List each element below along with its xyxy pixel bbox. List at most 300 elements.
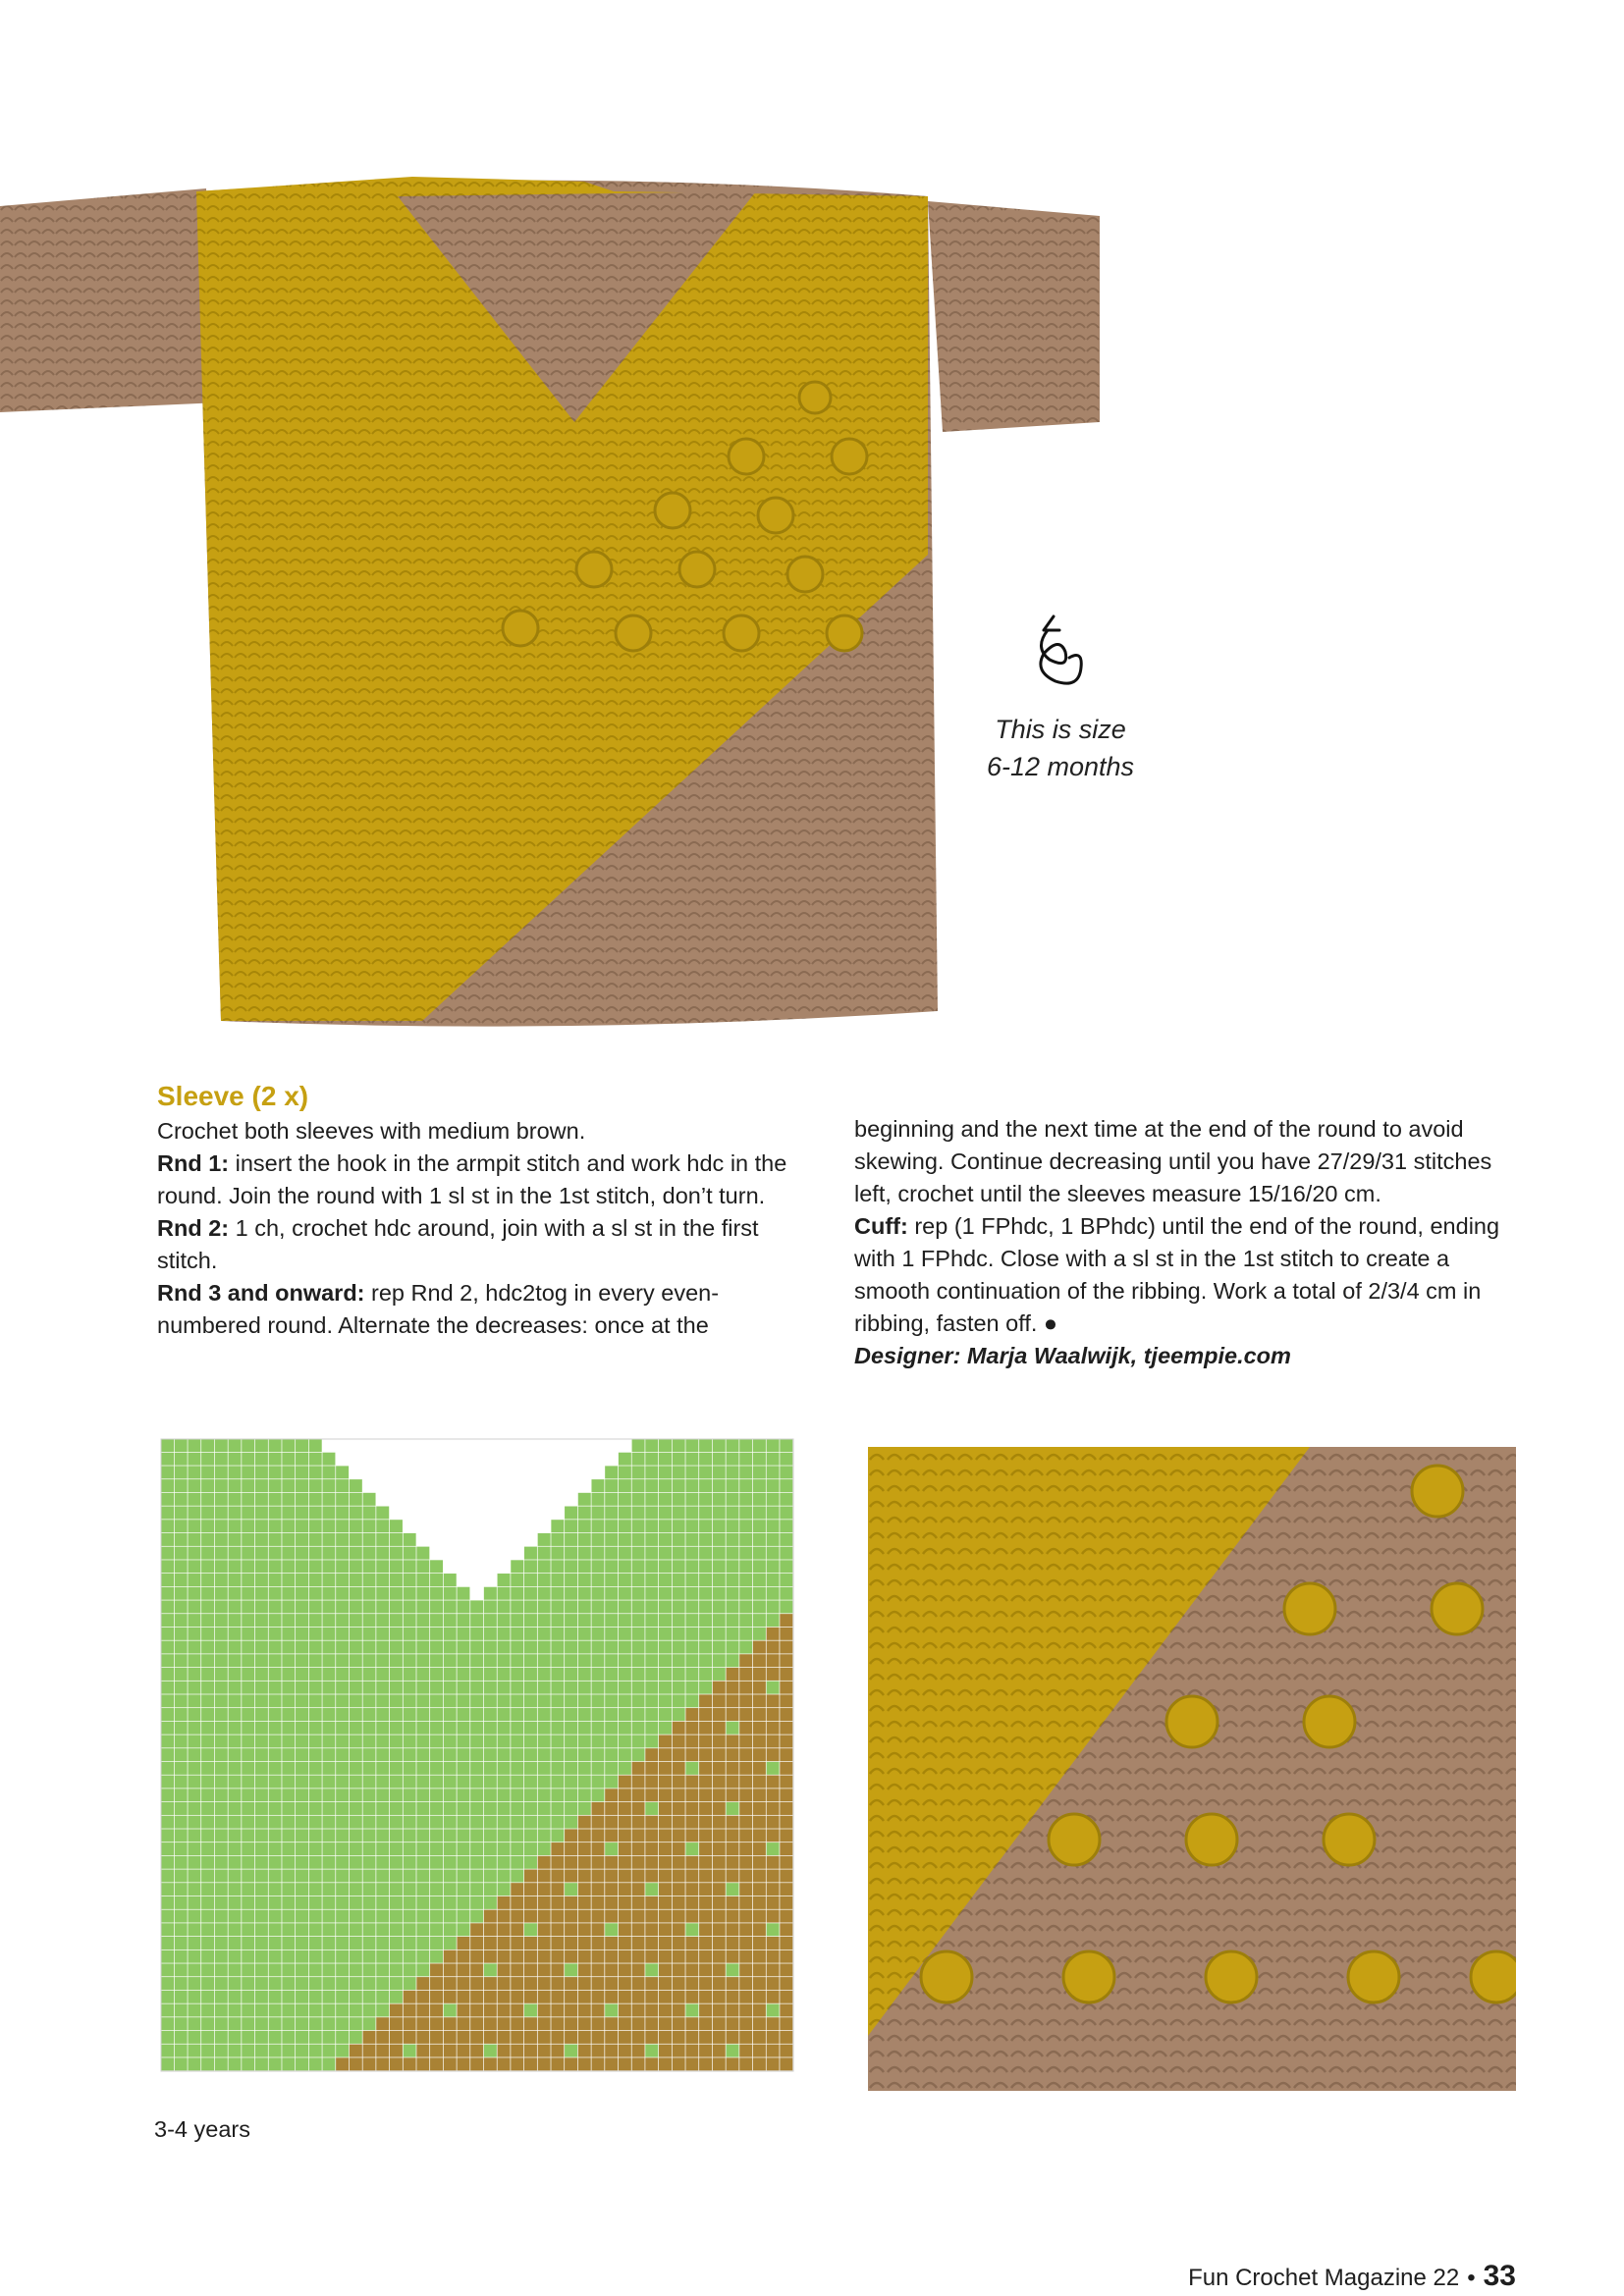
chart-cell <box>511 1842 523 1855</box>
chart-cell <box>551 1869 564 1882</box>
chart-cell <box>390 1776 403 1789</box>
chart-cell <box>444 1600 457 1613</box>
chart-cell <box>739 1600 752 1613</box>
chart-cell <box>659 1466 672 1478</box>
chart-cell <box>161 1789 174 1801</box>
chart-cell <box>699 1614 712 1627</box>
chart-cell <box>229 1628 242 1640</box>
chart-cell <box>498 1439 511 1452</box>
chart-cell <box>322 1466 335 1478</box>
chart-cell <box>591 1560 604 1573</box>
chart-cell <box>605 1842 618 1855</box>
chart-cell <box>739 2003 752 2016</box>
chart-cell <box>322 1694 335 1707</box>
chart-cell <box>484 1842 497 1855</box>
chart-cell <box>753 1937 766 1949</box>
chart-cell <box>470 2057 483 2070</box>
chart-cell <box>444 1722 457 1735</box>
chart-cell <box>404 2003 416 2016</box>
chart-cell <box>175 1991 188 2003</box>
chart-cell <box>538 1883 551 1896</box>
chart-cell <box>188 1574 200 1586</box>
chart-cell <box>255 1896 268 1909</box>
chart-cell <box>484 1937 497 1949</box>
chart-cell <box>430 1493 443 1506</box>
chart-cell <box>215 1520 228 1532</box>
chart-cell <box>591 1533 604 1546</box>
chart-cell <box>215 1507 228 1520</box>
chart-cell <box>255 1789 268 1801</box>
chart-cell <box>229 1694 242 1707</box>
chart-cell <box>685 1668 698 1681</box>
chart-cell <box>430 1694 443 1707</box>
chart-cell <box>780 1977 792 1990</box>
chart-cell <box>282 1896 295 1909</box>
chart-cell <box>767 1614 780 1627</box>
chart-cell <box>309 1547 322 1560</box>
chart-cell <box>269 1910 282 1923</box>
chart-cell <box>215 1869 228 1882</box>
chart-cell <box>416 1829 429 1842</box>
chart-cell <box>713 2031 726 2044</box>
chart-cell <box>269 1789 282 1801</box>
chart-cell <box>309 1722 322 1735</box>
chart-cell <box>215 1574 228 1586</box>
chart-cell <box>538 2045 551 2057</box>
chart-cell <box>444 1829 457 1842</box>
chart-cell <box>470 2003 483 2016</box>
chart-cell <box>780 1587 792 1600</box>
chart-cell <box>376 1668 389 1681</box>
chart-cell <box>511 1883 523 1896</box>
chart-cell <box>551 1547 564 1560</box>
chart-cell <box>404 1816 416 1829</box>
chart-cell <box>551 1856 564 1869</box>
chart-cell <box>739 1883 752 1896</box>
chart-cell <box>470 1991 483 2003</box>
chart-cell <box>404 1507 416 1520</box>
chart-cell <box>645 1708 658 1721</box>
chart-cell <box>659 2003 672 2016</box>
chart-cell <box>255 1694 268 1707</box>
chart-cell <box>726 1628 738 1640</box>
chart-cell <box>269 1466 282 1478</box>
chart-cell <box>376 1802 389 1815</box>
chart-cell <box>161 2031 174 2044</box>
chart-cell <box>645 1493 658 1506</box>
chart-cell <box>242 1842 254 1855</box>
chart-cell <box>188 2045 200 2057</box>
chart-cell <box>484 1574 497 1586</box>
chart-cell <box>632 2057 645 2070</box>
chart-cell <box>511 1600 523 1613</box>
chart-cell <box>767 1816 780 1829</box>
chart-cell <box>336 1977 349 1990</box>
chart-cell <box>296 1856 308 1869</box>
chart-cell <box>296 1748 308 1761</box>
chart-cell <box>416 1520 429 1532</box>
chart-cell <box>565 1587 577 1600</box>
chart-cell <box>430 1600 443 1613</box>
chart-cell <box>188 1937 200 1949</box>
chart-cell <box>685 1520 698 1532</box>
chart-cell <box>404 1896 416 1909</box>
chart-cell <box>215 1439 228 1452</box>
chart-cell <box>591 1950 604 1963</box>
chart-cell <box>578 2003 591 2016</box>
chart-cell <box>201 1722 214 1735</box>
chart-cell <box>390 2057 403 2070</box>
chart-cell <box>713 1816 726 1829</box>
chart-cell <box>255 1842 268 1855</box>
chart-cell <box>726 1520 738 1532</box>
chart-cell <box>538 1614 551 1627</box>
chart-cell <box>255 1574 268 1586</box>
chart-cell <box>632 1910 645 1923</box>
chart-cell <box>753 1910 766 1923</box>
chart-cell <box>699 1493 712 1506</box>
chart-cell <box>538 1507 551 1520</box>
chart-cell <box>551 1493 564 1506</box>
chart-cell <box>753 1708 766 1721</box>
chart-cell <box>309 1950 322 1963</box>
chart-cell <box>767 1802 780 1815</box>
chart-cell <box>699 1547 712 1560</box>
chart-cell <box>161 1910 174 1923</box>
chart-cell <box>780 2003 792 2016</box>
chart-cell <box>161 1600 174 1613</box>
chart-cell <box>322 1829 335 1842</box>
chart-cell <box>591 1614 604 1627</box>
chart-cell <box>282 1533 295 1546</box>
chart-cell <box>430 2057 443 2070</box>
chart-cell <box>767 1722 780 1735</box>
chart-cell <box>498 1708 511 1721</box>
chart-cell <box>296 1547 308 1560</box>
chart-cell <box>538 1963 551 1976</box>
chart-cell <box>632 1547 645 1560</box>
chart-cell <box>322 1614 335 1627</box>
chart-cell <box>376 1574 389 1586</box>
chart-cell <box>632 1493 645 1506</box>
chart-cell <box>578 1937 591 1949</box>
chart-cell <box>659 1896 672 1909</box>
chart-cell <box>511 1560 523 1573</box>
chart-cell <box>322 1654 335 1667</box>
chart-cell <box>726 1762 738 1775</box>
chart-cell <box>498 1856 511 1869</box>
chart-cell <box>229 1614 242 1627</box>
chart-cell <box>444 1735 457 1747</box>
chart-cell <box>713 1708 726 1721</box>
chart-cell <box>685 1883 698 1896</box>
chart-cell <box>685 1802 698 1815</box>
chart-cell <box>538 1533 551 1546</box>
chart-cell <box>255 2031 268 2044</box>
chart-cell <box>376 1453 389 1466</box>
chart-cell <box>430 1991 443 2003</box>
chart-cell <box>685 1453 698 1466</box>
chart-cell <box>591 1682 604 1694</box>
chart-cell <box>363 1789 376 1801</box>
chart-cell <box>645 1453 658 1466</box>
chart-cell <box>673 2031 685 2044</box>
chart-cell <box>591 1466 604 1478</box>
chart-cell <box>457 1842 469 1855</box>
chart-cell <box>282 1547 295 1560</box>
chart-cell <box>713 1762 726 1775</box>
chart-cell <box>713 1829 726 1842</box>
chart-cell <box>780 1856 792 1869</box>
chart-cell <box>350 1842 362 1855</box>
chart-cell <box>753 1533 766 1546</box>
chart-cell <box>699 1776 712 1789</box>
chart-cell <box>470 1614 483 1627</box>
chart-cell <box>296 1937 308 1949</box>
chart-cell <box>390 1937 403 1949</box>
chart-cell <box>538 1896 551 1909</box>
chart-cell <box>470 1587 483 1600</box>
chart-cell <box>780 1533 792 1546</box>
chart-cell <box>404 1937 416 1949</box>
chart-cell <box>780 1614 792 1627</box>
chart-cell <box>713 1842 726 1855</box>
chart-cell <box>215 1479 228 1492</box>
chart-cell <box>753 1439 766 1452</box>
chart-cell <box>673 1466 685 1478</box>
chart-cell <box>336 1708 349 1721</box>
chart-cell <box>685 1776 698 1789</box>
chart-cell <box>161 1507 174 1520</box>
chart-cell <box>524 1654 537 1667</box>
chart-cell <box>444 1466 457 1478</box>
chart-cell <box>188 1520 200 1532</box>
chart-cell <box>726 1991 738 2003</box>
chart-cell <box>416 1668 429 1681</box>
chart-cell <box>269 1722 282 1735</box>
chart-cell <box>605 1533 618 1546</box>
chart-cell <box>632 1802 645 1815</box>
chart-cell <box>430 1628 443 1640</box>
chart-cell <box>605 1560 618 1573</box>
chart-cell <box>699 1466 712 1478</box>
chart-cell <box>511 1533 523 1546</box>
chart-cell <box>524 2017 537 2030</box>
chart-cell <box>242 1708 254 1721</box>
chart-cell <box>350 1816 362 1829</box>
chart-cell <box>229 1816 242 1829</box>
chart-cell <box>255 1991 268 2003</box>
chart-cell <box>188 1802 200 1815</box>
chart-cell <box>673 1937 685 1949</box>
chart-cell <box>430 1682 443 1694</box>
chart-cell <box>229 2003 242 2016</box>
chart-cell <box>296 1479 308 1492</box>
chart-cell <box>484 1856 497 1869</box>
chart-cell <box>578 1776 591 1789</box>
chart-cell <box>215 1668 228 1681</box>
chart-cell <box>161 1722 174 1735</box>
chart-cell <box>229 1842 242 1855</box>
chart-cell <box>363 1654 376 1667</box>
chart-cell <box>632 1479 645 1492</box>
chart-cell <box>390 1466 403 1478</box>
chart-cell <box>619 1453 631 1466</box>
chart-cell <box>470 1600 483 1613</box>
chart-cell <box>538 1762 551 1775</box>
chart-cell <box>363 1762 376 1775</box>
chart-cell <box>685 1614 698 1627</box>
chart-cell <box>780 1560 792 1573</box>
chart-cell <box>416 2017 429 2030</box>
chart-cell <box>444 1802 457 1815</box>
chart-cell <box>726 1560 738 1573</box>
chart-cell <box>605 1883 618 1896</box>
chart-cell <box>242 1439 254 1452</box>
chart-cell <box>255 1479 268 1492</box>
chart-cell <box>350 2031 362 2044</box>
chart-cell <box>188 1682 200 1694</box>
chart-cell <box>713 1883 726 1896</box>
chart-cell <box>780 1842 792 1855</box>
chart-cell <box>659 1600 672 1613</box>
chart-cell <box>565 1600 577 1613</box>
chart-cell <box>524 1802 537 1815</box>
chart-cell <box>376 1735 389 1747</box>
chart-cell <box>767 2003 780 2016</box>
chart-cell <box>229 1654 242 1667</box>
chart-cell <box>269 1735 282 1747</box>
chart-cell <box>457 1628 469 1640</box>
chart-cell <box>390 1748 403 1761</box>
chart-cell <box>201 1748 214 1761</box>
chart-cell <box>551 1628 564 1640</box>
chart-cell <box>390 1910 403 1923</box>
chart-cell <box>376 1789 389 1801</box>
chart-cell <box>296 1533 308 1546</box>
chart-cell <box>309 1466 322 1478</box>
chart-cell <box>430 1816 443 1829</box>
chart-cell <box>645 1722 658 1735</box>
chart-cell <box>767 2017 780 2030</box>
chart-cell <box>188 1547 200 1560</box>
chart-cell <box>591 1641 604 1654</box>
chart-cell <box>659 1963 672 1976</box>
chart-cell <box>161 1869 174 1882</box>
chart-cell <box>336 1856 349 1869</box>
chart-cell <box>457 1547 469 1560</box>
chart-cell <box>484 1600 497 1613</box>
chart-cell <box>619 1560 631 1573</box>
chart-cell <box>201 1493 214 1506</box>
chart-cell <box>645 1466 658 1478</box>
chart-cell <box>390 1682 403 1694</box>
chart-cell <box>282 1910 295 1923</box>
chart-cell <box>780 1507 792 1520</box>
chart-cell <box>229 1910 242 1923</box>
pattern-chart <box>149 1427 829 2107</box>
chart-cell <box>578 1910 591 1923</box>
chart-cell <box>498 1587 511 1600</box>
chart-cell <box>296 1776 308 1789</box>
chart-cell <box>699 1748 712 1761</box>
chart-cell <box>255 1950 268 1963</box>
chart-cell <box>215 1829 228 1842</box>
chart-cell <box>739 1869 752 1882</box>
chart-cell <box>336 1789 349 1801</box>
chart-cell <box>767 1682 780 1694</box>
chart-cell <box>645 1802 658 1815</box>
chart-cell <box>605 1776 618 1789</box>
chart-cell <box>296 1735 308 1747</box>
chart-cell <box>767 1883 780 1896</box>
chart-cell <box>242 1507 254 1520</box>
chart-cell <box>713 1493 726 1506</box>
chart-cell <box>673 1896 685 1909</box>
chart-cell <box>296 1694 308 1707</box>
chart-cell <box>498 1547 511 1560</box>
chart-cell <box>753 1950 766 1963</box>
chart-cell <box>430 1587 443 1600</box>
chart-cell <box>767 1896 780 1909</box>
chart-cell <box>484 1520 497 1532</box>
chart-cell <box>713 1520 726 1532</box>
chart-cell <box>229 1896 242 1909</box>
chart-cell <box>551 1789 564 1801</box>
chart-cell <box>404 1829 416 1842</box>
chart-cell <box>161 1654 174 1667</box>
chart-cell <box>309 1802 322 1815</box>
chart-cell <box>484 1560 497 1573</box>
chart-cell <box>201 2031 214 2044</box>
chart-cell <box>605 1896 618 1909</box>
chart-cell <box>269 1654 282 1667</box>
chart-cell <box>484 1896 497 1909</box>
chart-cell <box>565 1748 577 1761</box>
chart-cell <box>673 1600 685 1613</box>
chart-cell <box>282 1991 295 2003</box>
chart-cell <box>269 2031 282 2044</box>
chart-cell <box>457 2031 469 2044</box>
chart-cell <box>296 1789 308 1801</box>
chart-cell <box>161 1466 174 1478</box>
chart-cell <box>255 1883 268 1896</box>
chart-cell <box>309 1479 322 1492</box>
chart-cell <box>416 1735 429 1747</box>
chart-cell <box>726 1587 738 1600</box>
sleeve-heading: Sleeve (2 x) <box>157 1081 309 1111</box>
chart-cell <box>404 1802 416 1815</box>
chart-cell <box>632 1829 645 1842</box>
chart-cell <box>255 1466 268 1478</box>
chart-cell <box>350 1991 362 2003</box>
chart-cell <box>269 1963 282 1976</box>
chart-cell <box>282 1628 295 1640</box>
chart-cell <box>269 1856 282 1869</box>
chart-cell <box>363 1560 376 1573</box>
chart-cell <box>269 1587 282 1600</box>
chart-cell <box>511 1789 523 1801</box>
chart-cell <box>632 1466 645 1478</box>
chart-cell <box>242 1560 254 1573</box>
chart-cell <box>605 1869 618 1882</box>
chart-cell <box>242 1991 254 2003</box>
chart-cell <box>296 1466 308 1478</box>
chart-cell <box>242 2057 254 2070</box>
chart-cell <box>350 2057 362 2070</box>
chart-cell <box>685 1641 698 1654</box>
chart-cell <box>363 1507 376 1520</box>
